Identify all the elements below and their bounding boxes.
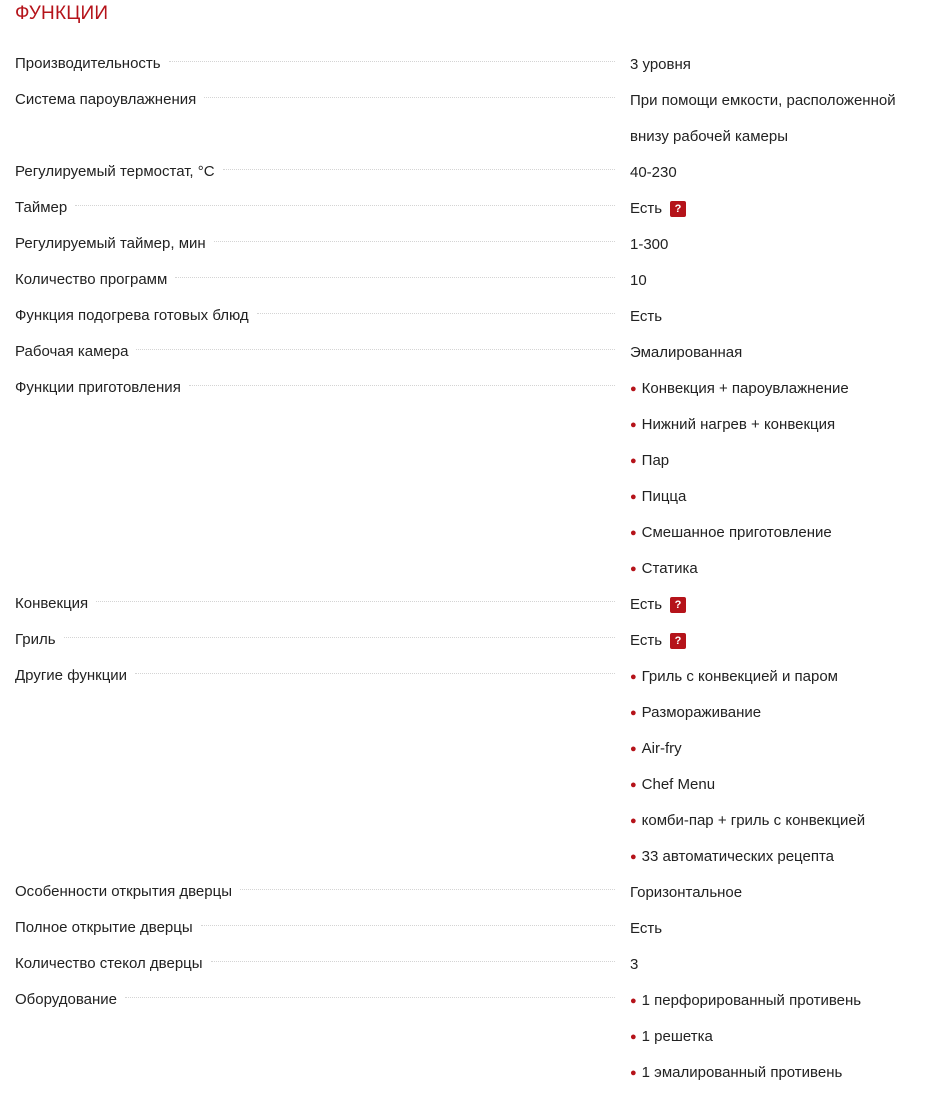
dotted-leader: [223, 169, 615, 170]
dotted-leader: [136, 349, 615, 350]
spec-value-text: 10: [630, 272, 647, 289]
spec-value-text: Air-fry: [641, 740, 682, 757]
spec-label: Гриль: [15, 631, 56, 648]
spec-values: [621, 299, 927, 335]
spec-row: [15, 263, 927, 299]
spec-label: Полное открытие дверцы: [15, 919, 193, 936]
spec-row: [15, 947, 927, 983]
dotted-leader: [175, 277, 615, 278]
spec-row: [15, 371, 927, 587]
spec-label: Производительность: [15, 55, 161, 72]
spec-value-text: Есть: [630, 632, 663, 649]
spec-row: [15, 659, 927, 875]
spec-label: Количество программ: [15, 271, 168, 288]
spec-value-text: 40-230: [630, 164, 677, 181]
spec-value-text: При помощи емкости, расположенной: [630, 92, 896, 109]
spec-value: [630, 335, 927, 371]
bullet-icon: ●: [630, 1031, 637, 1043]
spec-label: Количество стекол дверцы: [15, 955, 203, 972]
spec-row: [15, 47, 927, 83]
spec-value-text: Нижний нагрев + конвекция: [641, 416, 836, 433]
spec-value-text: 1 решетка: [641, 1028, 713, 1045]
spec-values: [621, 983, 927, 1091]
spec-value-text: Есть: [630, 308, 663, 325]
bullet-icon: ●: [630, 491, 637, 503]
spec-label: Конвекция: [15, 595, 89, 612]
bullet-icon: ●: [630, 851, 637, 863]
bullet-icon: ●: [630, 455, 637, 467]
bullet-icon: ●: [630, 563, 637, 575]
spec-value: [630, 875, 927, 911]
spec-row: [15, 335, 927, 371]
spec-value: [630, 911, 927, 947]
spec-value-text: 1 эмалированный противень: [641, 1064, 843, 1081]
spec-label-wrap: [15, 875, 621, 911]
spec-label-wrap: [15, 659, 621, 695]
spec-value-list-item: [630, 551, 927, 587]
spec-value-text: Статика: [641, 560, 698, 577]
spec-label: Таймер: [15, 199, 68, 216]
spec-label-wrap: [15, 227, 621, 263]
spec-value-text: Есть: [630, 920, 663, 937]
dotted-leader: [257, 313, 615, 314]
spec-values: [621, 227, 927, 263]
spec-value-text: Есть: [630, 596, 663, 613]
section-title: ФУНКЦИИ: [15, 3, 109, 24]
spec-values: [621, 947, 927, 983]
bullet-icon: ●: [630, 383, 637, 395]
spec-label-wrap: [15, 371, 621, 407]
spec-value-text: внизу рабочей камеры: [630, 128, 789, 145]
bullet-icon: ●: [630, 527, 637, 539]
dotted-leader: [214, 241, 615, 242]
spec-label-wrap: [15, 155, 621, 191]
spec-value-text: 33 автоматических рецепта: [641, 848, 834, 865]
spec-value-list-item: [630, 731, 927, 767]
bullet-icon: ●: [630, 419, 637, 431]
bullet-icon: ●: [630, 779, 637, 791]
spec-value-text: 1-300: [630, 236, 669, 253]
spec-row: [15, 875, 927, 911]
question-icon[interactable]: ?: [670, 201, 686, 217]
spec-value: [630, 47, 927, 83]
spec-value: [630, 83, 927, 119]
spec-label: Функция подогрева готовых блюд: [15, 307, 249, 324]
bullet-icon: ●: [630, 671, 637, 683]
spec-row: [15, 191, 927, 227]
dotted-leader: [64, 637, 615, 638]
spec-value: [630, 227, 927, 263]
spec-value: [630, 947, 927, 983]
spec-value-list-item: [630, 695, 927, 731]
spec-values: [621, 155, 927, 191]
spec-label-wrap: [15, 299, 621, 335]
spec-row: [15, 623, 927, 659]
spec-row: [15, 983, 927, 1091]
spec-value-list-item: [630, 1055, 927, 1091]
spec-value-text: Гриль с конвекцией и паром: [641, 668, 838, 685]
spec-value: [630, 299, 927, 335]
spec-value-list-item: [630, 371, 927, 407]
spec-value-list-item: [630, 407, 927, 443]
spec-value-list-item: [630, 659, 927, 695]
spec-label: Другие функции: [15, 667, 128, 684]
spec-value: [630, 119, 927, 155]
spec-value-text: Конвекция + пароувлажнение: [641, 380, 849, 397]
spec-value-text: Эмалированная: [630, 344, 743, 361]
spec-value-text: Горизонтальное: [630, 884, 743, 901]
spec-value-text: Пар: [641, 452, 670, 469]
spec-values: [621, 659, 927, 875]
spec-row: [15, 155, 927, 191]
bullet-icon: ●: [630, 707, 637, 719]
spec-values: [621, 47, 927, 83]
spec-value: [630, 587, 927, 623]
spec-row: [15, 587, 927, 623]
question-icon[interactable]: ?: [670, 633, 686, 649]
spec-row: [15, 83, 927, 155]
bullet-icon: ●: [630, 743, 637, 755]
spec-row: [15, 911, 927, 947]
spec-label-wrap: [15, 587, 621, 623]
spec-label-wrap: [15, 191, 621, 227]
spec-value: [630, 263, 927, 299]
spec-value-text: Пицца: [641, 488, 687, 505]
spec-value-text: Размораживание: [641, 704, 762, 721]
spec-label-wrap: [15, 947, 621, 983]
spec-label: Система пароувлажнения: [15, 91, 197, 108]
dotted-leader: [135, 673, 615, 674]
spec-value-text: комби-пар + гриль с конвекцией: [641, 812, 866, 829]
spec-label-wrap: [15, 911, 621, 947]
spec-value-text: Смешанное приготовление: [641, 524, 832, 541]
spec-label: Особенности открытия дверцы: [15, 883, 232, 900]
spec-values: [621, 335, 927, 371]
spec-value-text: Есть: [630, 200, 663, 217]
spec-values: [621, 191, 927, 227]
spec-values: [621, 587, 927, 623]
spec-value-text: Chef Menu: [641, 776, 716, 793]
spec-label-wrap: [15, 47, 621, 83]
dotted-leader: [240, 889, 615, 890]
spec-value-list-item: [630, 803, 927, 839]
dotted-leader: [125, 997, 615, 998]
spec-value-list-item: [630, 515, 927, 551]
spec-value-list-item: [630, 479, 927, 515]
dotted-leader: [211, 961, 615, 962]
spec-value-list-item: [630, 839, 927, 875]
dotted-leader: [204, 97, 615, 98]
spec-value-text: 3 уровня: [630, 56, 691, 73]
spec-value-list-item: [630, 767, 927, 803]
spec-values: [621, 875, 927, 911]
spec-values: [621, 911, 927, 947]
bullet-icon: ●: [630, 815, 637, 827]
spec-value-list-item: [630, 1019, 927, 1055]
spec-label-wrap: [15, 983, 621, 1019]
spec-label-wrap: [15, 623, 621, 659]
spec-values: [621, 371, 927, 587]
spec-values: [621, 623, 927, 659]
spec-label: Регулируемый термостат, °C: [15, 163, 215, 180]
spec-label-wrap: [15, 83, 621, 119]
spec-value-text: 3: [630, 956, 639, 973]
spec-value: [630, 191, 927, 227]
spec-label: Функции приготовления: [15, 379, 181, 396]
spec-value-list-item: [630, 983, 927, 1019]
dotted-leader: [201, 925, 615, 926]
bullet-icon: ●: [630, 1067, 637, 1079]
spec-value: [630, 623, 927, 659]
spec-value-text: 1 перфорированный противень: [641, 992, 862, 1009]
bullet-icon: ●: [630, 995, 637, 1007]
spec-label-wrap: [15, 335, 621, 371]
question-icon[interactable]: ?: [670, 597, 686, 613]
spec-label: Регулируемый таймер, мин: [15, 235, 206, 252]
dotted-leader: [96, 601, 615, 602]
spec-value-list-item: [630, 443, 927, 479]
spec-list: [15, 47, 927, 1091]
dotted-leader: [75, 205, 615, 206]
spec-row: [15, 299, 927, 335]
spec-label-wrap: [15, 263, 621, 299]
spec-label: Оборудование: [15, 991, 118, 1008]
spec-value: [630, 155, 927, 191]
dotted-leader: [189, 385, 615, 386]
spec-values: [621, 263, 927, 299]
spec-label: Рабочая камера: [15, 343, 129, 360]
spec-values: [621, 83, 927, 155]
spec-row: [15, 227, 927, 263]
dotted-leader: [169, 61, 615, 62]
